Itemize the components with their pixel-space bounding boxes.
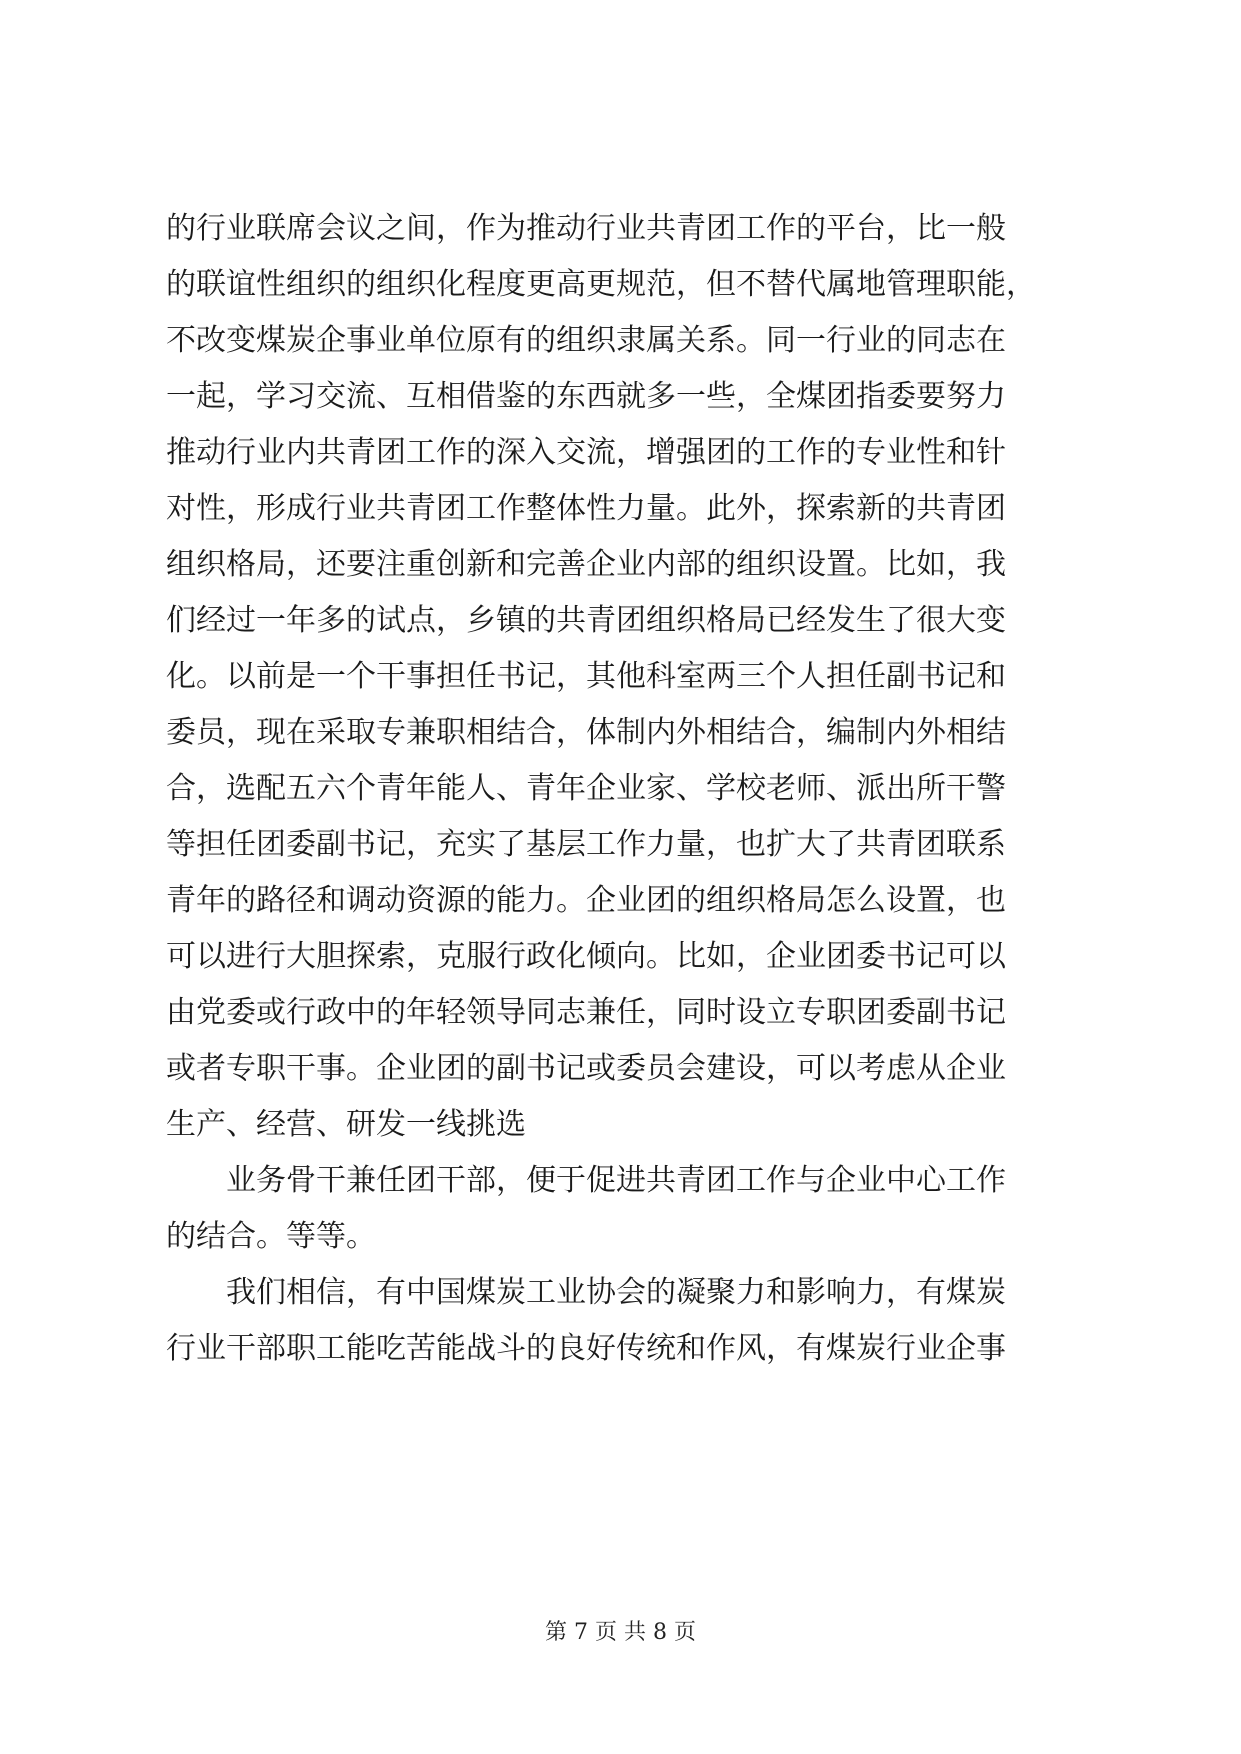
text-line: 的行业联席会议之间，作为推动行业共青团工作的平台，比一般 — [166, 211, 1006, 246]
text-line: 对性，形成行业共青团工作整体性力量。此外，探索新的共青团 — [166, 491, 1006, 526]
text-line: 业务骨干兼任团干部，便于促进共青团工作与企业中心工作 — [226, 1163, 1006, 1198]
text-line: 生产、经营、研发一线挑选 — [166, 1107, 526, 1142]
text-line: 行业干部职工能吃苦能战斗的良好传统和作风，有煤炭行业企事 — [166, 1331, 1006, 1366]
text-line: 的联谊性组织的组织化程度更高更规范，但不替代属地管理职能， — [166, 267, 1036, 302]
text-line: 合，选配五六个青年能人、青年企业家、学校老师、派出所干警 — [166, 771, 1006, 806]
text-line: 一起，学习交流、互相借鉴的东西就多一些，全煤团指委要努力 — [166, 379, 1006, 414]
text-line: 青年的路径和调动资源的能力。企业团的组织格局怎么设置，也 — [166, 883, 1006, 918]
text-line: 们经过一年多的试点，乡镇的共青团组织格局已经发生了很大变 — [166, 603, 1006, 638]
text-line: 组织格局，还要注重创新和完善企业内部的组织设置。比如，我 — [166, 547, 1006, 582]
text-line: 委员，现在采取专兼职相结合，体制内外相结合，编制内外相结 — [166, 715, 1006, 750]
text-line: 化。以前是一个干事担任书记，其他科室两三个人担任副书记和 — [166, 659, 1006, 694]
text-line: 由党委或行政中的年轻领导同志兼任，同时设立专职团委副书记 — [166, 995, 1006, 1030]
text-line: 可以进行大胆探索，克服行政化倾向。比如，企业团委书记可以 — [166, 939, 1006, 974]
text-line: 的结合。等等。 — [166, 1219, 376, 1254]
text-line: 等担任团委副书记，充实了基层工作力量，也扩大了共青团联系 — [166, 827, 1006, 862]
page-number-footer: 第 7 页 共 8 页 — [545, 1620, 696, 1645]
text-line: 推动行业内共青团工作的深入交流，增强团的工作的专业性和针 — [166, 435, 1006, 470]
text-line: 我们相信，有中国煤炭工业协会的凝聚力和影响力，有煤炭 — [226, 1275, 1006, 1310]
text-line: 不改变煤炭企事业单位原有的组织隶属关系。同一行业的同志在 — [166, 323, 1006, 358]
text-line: 或者专职干事。企业团的副书记或委员会建设，可以考虑从企业 — [166, 1051, 1006, 1086]
